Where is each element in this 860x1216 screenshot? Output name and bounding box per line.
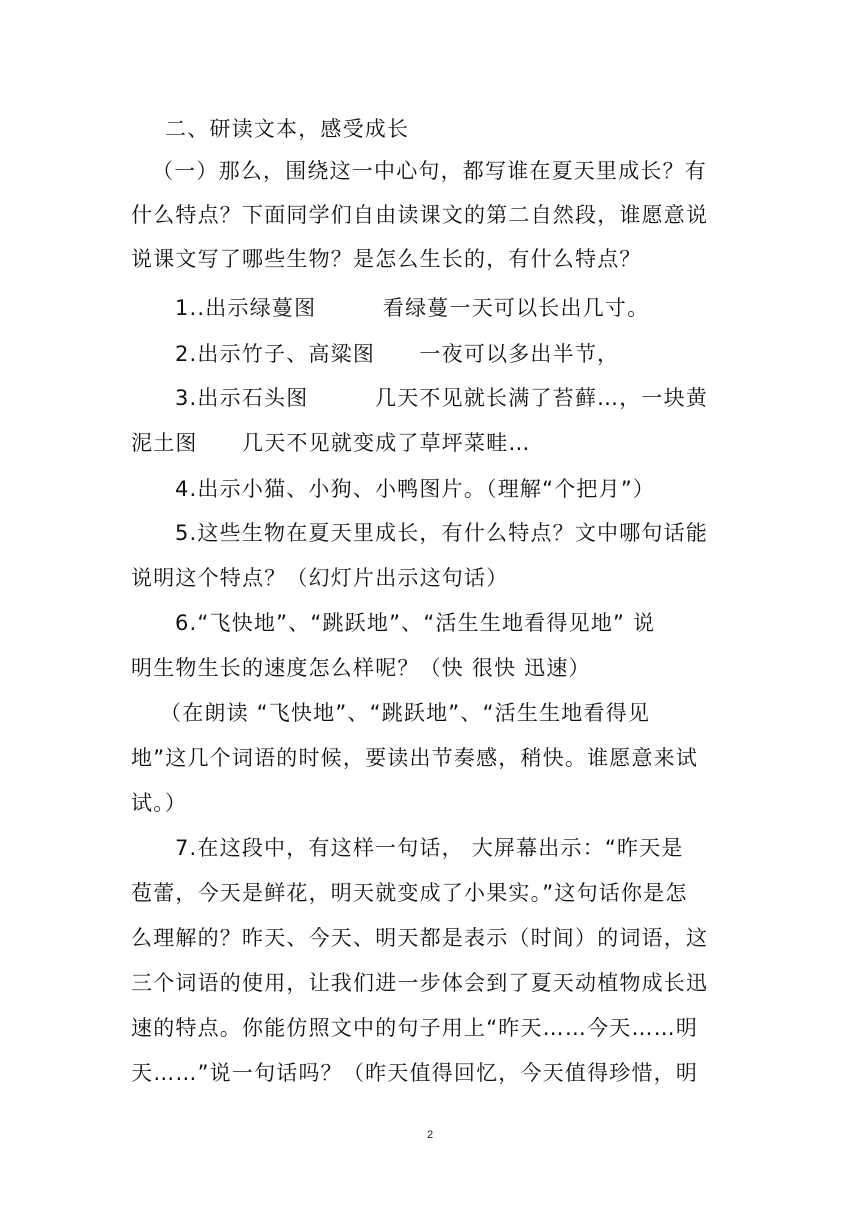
list-item-7-continued: 天……”说一句话吗？（昨天值得回忆，今天值得珍惜，明 xyxy=(131,1061,699,1085)
list-item-4: 4.出示小猫、小狗、小鸭图片。（理解“个把月”） xyxy=(175,477,656,501)
paragraph-line: 什么特点？下面同学们自由读课文的第二自然段，谁愿意说 xyxy=(131,203,709,227)
list-item-3-continued: 泥土图 几天不见就变成了草坪菜畦… xyxy=(131,431,531,455)
list-item-2: 2.出示竹子、高粱图 一夜可以多出半节， xyxy=(175,342,620,366)
list-item-7-continued: 三个词语的使用，让我们进一步体会到了夏天动植物成长迅 xyxy=(131,971,709,995)
section-heading: 二、研读文本，感受成长 xyxy=(165,117,410,141)
list-item-7-continued: 速的特点。你能仿照文中的句子用上“昨天……今天……明 xyxy=(131,1016,699,1040)
list-item-5: 5.这些生物在夏天里成长，有什么特点？文中哪句话能 xyxy=(175,521,709,545)
page-number: 2 xyxy=(426,1129,434,1141)
list-item-7-continued: 苞蕾，今天是鲜花，明天就变成了小果实。”这句话你是怎 xyxy=(131,881,688,905)
list-item-1: 1..出示绿蔓图 看绿蔓一天可以长出几寸。 xyxy=(175,296,650,320)
list-item-6-continued: 明生物生长的速度怎么样呢？（快 很快 迅速） xyxy=(131,656,591,680)
list-item-6: 6.“飞快地”、“跳跃地”、“活生生地看得见地” 说 xyxy=(175,611,656,635)
list-item-7: 7.在这段中，有这样一句话， 大屏幕出示：“昨天是 xyxy=(175,836,684,860)
paragraph-line: 说课文写了哪些生物？是怎么生长的，有什么特点？ xyxy=(131,247,642,271)
reading-note-continued: 地”这几个词语的时候，要读出节奏感，稍快。谁愿意来试 xyxy=(131,746,699,770)
reading-note: （在朗读 “飞快地”、“跳跃地”、“活生生地看得见 xyxy=(160,701,651,725)
list-item-7-continued: 么理解的？昨天、今天、明天都是表示（时间）的词语，这 xyxy=(131,926,709,950)
reading-note-end: 试。） xyxy=(131,791,188,815)
paragraph-line: （一）那么，围绕这一中心句，都写谁在夏天里成长？有 xyxy=(152,159,707,183)
list-item-5-continued: 说明这个特点？（幻灯片出示这句话） xyxy=(131,566,509,590)
list-item-3: 3.出示石头图 几天不见就长满了苔藓…，一块黄 xyxy=(175,386,709,410)
